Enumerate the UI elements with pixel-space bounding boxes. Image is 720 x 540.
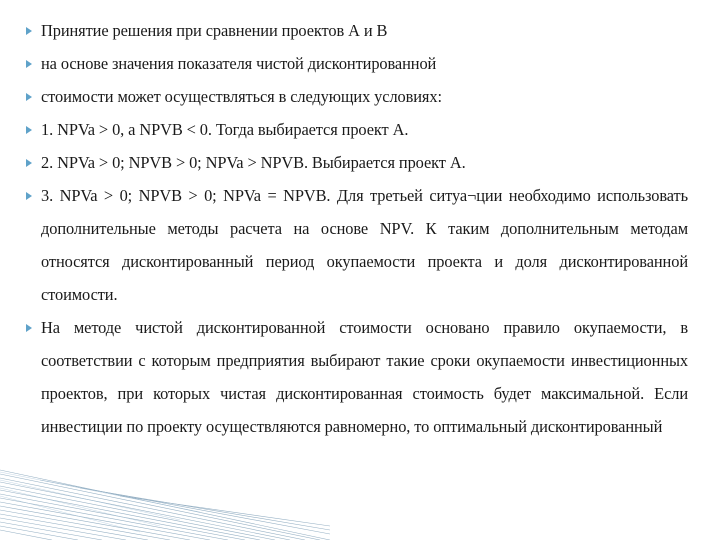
bullet-arrow-icon — [26, 324, 32, 332]
bullet-text: на основе значения показателя чистой дисконтированной — [41, 54, 437, 73]
bullet-item — [26, 146, 688, 179]
bullet-text: 3. NPVa > 0; NPVB > 0; NPVa = NPVB. Для третьей ситуа¬ции необходимо использовать дополнительные методы расчета на основе NPV. К таким дополнительным методам относятся дисконтированный период окупаемости проекта и доля дисконтированной стоимости. — [41, 186, 688, 304]
corner-decoration — [0, 450, 330, 540]
bullet-item — [26, 179, 688, 311]
bullet-arrow-icon — [26, 159, 32, 167]
bullet-text: Принятие решения при сравнении проектов А и В — [41, 21, 388, 40]
bullet-item — [26, 80, 688, 113]
bullet-list — [26, 14, 688, 443]
bullet-text: 1. NPVa > 0, а NPVB < 0. Тогда выбирается проект А. — [41, 120, 409, 139]
bullet-text: На методе чистой дисконтированной стоимости основано правило окупаемости, в соответствии с которым предприятия выбирают такие сроки окупаемости инвестиционных проектов, при которых чистая дисконтированная стоимость будет максимальной. Если инвестиции по проекту осуществляются равномерно, то оптимальный дисконтированный — [41, 318, 688, 436]
bullet-item — [26, 113, 688, 146]
bullet-arrow-icon — [26, 60, 32, 68]
bullet-text: стоимости может осуществляться в следующих условиях: — [41, 87, 442, 106]
bullet-arrow-icon — [26, 126, 32, 134]
bullet-text: 2. NPVa > 0; NPVB > 0; NPVa > NPVB. Выбирается проект А. — [41, 153, 466, 172]
bullet-arrow-icon — [26, 27, 32, 35]
bullet-item — [26, 311, 688, 443]
bullet-arrow-icon — [26, 192, 32, 200]
bullet-arrow-icon — [26, 93, 32, 101]
bullet-item — [26, 14, 688, 47]
bullet-item — [26, 47, 688, 80]
